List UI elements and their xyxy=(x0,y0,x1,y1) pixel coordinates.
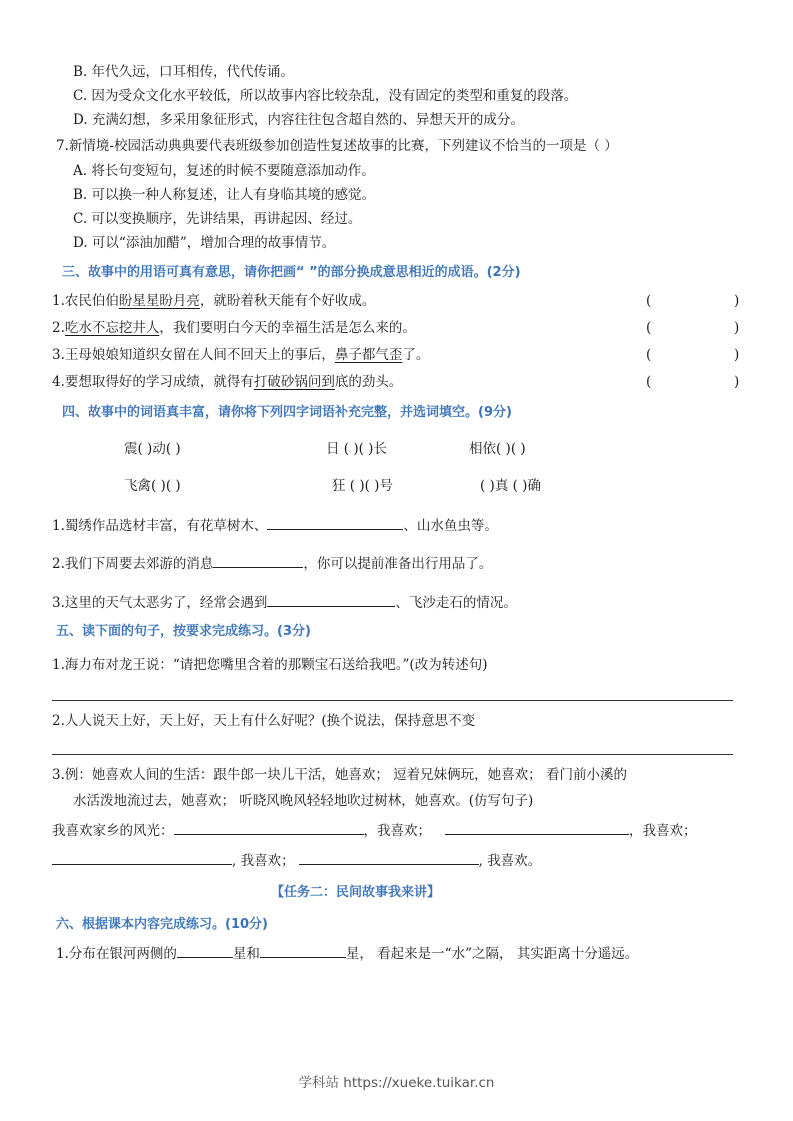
answer-paren-open: ( xyxy=(646,347,652,363)
item-prefix: 3.王母娘娘知道织女留在人间不回天上的事后， xyxy=(52,347,335,363)
answer-line[interactable] xyxy=(52,700,733,701)
answer-paren-close: ) xyxy=(734,320,740,336)
answer-paren-open: ( xyxy=(646,293,652,309)
section5-q3-imitation-2 xyxy=(52,850,541,870)
section3-item-3 xyxy=(52,346,429,364)
sentence-text: 、飞沙走石的情况。 xyxy=(395,595,517,611)
underlined-phrase: 盼星星盼月亮 xyxy=(118,293,200,309)
fill-blank[interactable] xyxy=(52,850,232,865)
item-suffix: ，我们要明白今天的幸福生活是怎么来的。 xyxy=(159,320,416,336)
answer-paren-open: ( xyxy=(646,374,652,390)
q7-option-d: D. 可以“添油加醋”，增加合理的故事情节。 xyxy=(73,235,336,251)
fill-blank[interactable] xyxy=(267,592,395,607)
sentence-text: 、山水鱼虫等。 xyxy=(403,518,498,534)
answer-paren-close: ) xyxy=(734,293,740,309)
section5-q1: 1.海力布对龙王说：“请把您嘴里含着的那颗宝石送给我吧。”(改为转述句) xyxy=(52,657,488,673)
item-suffix: ，就盼着秋天能有个好收成。 xyxy=(199,293,376,309)
q7-option-b: B. 可以换一种人称复述，让人有身临其境的感觉。 xyxy=(73,187,376,203)
q6-option-c: C. 因为受众文化水平较低，所以故事内容比较杂乱，没有固定的类型和重复的段落。 xyxy=(73,88,578,104)
item-suffix: 了。 xyxy=(402,347,430,363)
section4-sentence-2 xyxy=(52,553,492,573)
section4-sentence-1 xyxy=(52,515,498,535)
item-suffix: 底的劲头。 xyxy=(334,374,403,390)
idiom-blank-6: ( )真 ( )确 xyxy=(480,478,541,494)
sentence-text: ，我喜欢； xyxy=(629,823,697,839)
answer-paren-open: ( xyxy=(646,320,652,336)
q6-option-d: D. 充满幻想，多采用象征形式，内容往往包含超自然的、异想天开的成分。 xyxy=(73,112,524,128)
idiom-blank-2: 日 ( )( )长 xyxy=(326,441,387,457)
q7-option-c: C. 可以变换顺序，先讲结果，再讲起因、经过。 xyxy=(73,211,362,227)
section3-item-1 xyxy=(52,292,375,310)
sentence-text: , 我喜欢； xyxy=(232,853,295,869)
underlined-phrase: 鼻子都气歪 xyxy=(334,347,403,363)
section4-sentence-3 xyxy=(52,592,517,612)
idiom-blank-5: 狂 ( )( )号 xyxy=(332,478,393,494)
section5-q2: 2.人人说天上好，天上好，天上有什么好呢？(换个说法，保持意思不变 xyxy=(52,713,476,729)
item-prefix: 4.要想取得好的学习成绩，就得有 xyxy=(52,374,254,390)
underlined-phrase: 打破砂锅问到 xyxy=(253,374,335,390)
section5-q3-imitation-1 xyxy=(52,820,697,840)
fill-blank[interactable] xyxy=(213,553,303,568)
sentence-text: ，你可以提前准备出行用品了。 xyxy=(303,556,493,572)
fill-blank[interactable] xyxy=(445,820,629,835)
task2-title: 【任务二：民间故事我来讲】 xyxy=(271,885,441,900)
underlined-phrase: 吃水不忘挖井人 xyxy=(64,320,160,336)
footer-watermark: 学科站 https://xueke.tuikar.cn xyxy=(298,1075,495,1091)
section3-heading: 三、故事中的用语可真有意思，请你把画“ ”的部分换成意思相近的成语。(2分) xyxy=(62,265,521,280)
sentence-text: 我喜欢家乡的风光： xyxy=(52,823,174,839)
fill-blank[interactable] xyxy=(177,943,233,958)
sentence-text: 1.蜀绣作品选材丰富，有花草树木、 xyxy=(52,518,268,534)
section4-heading: 四、故事中的词语真丰富，请你将下列四字词语补充完整，并选词填空。(9分) xyxy=(62,405,512,420)
section6-q1 xyxy=(56,943,638,963)
q7-stem: 7.新情境-校园活动典典要代表班级参加创造性复述故事的比赛，下列建议不恰当的一项是（ ） xyxy=(56,138,618,154)
section5-heading: 五、读下面的句子，按要求完成练习。(3分) xyxy=(56,624,311,639)
sentence-text: 3.这里的天气太恶劣了，经常会遇到 xyxy=(52,595,268,611)
item-prefix: 2. xyxy=(52,320,65,336)
fill-blank[interactable] xyxy=(267,515,403,530)
idiom-blank-1: 震( )动( ) xyxy=(124,441,181,457)
sentence-text: , 我喜欢。 xyxy=(478,853,542,869)
answer-paren-close: ) xyxy=(734,347,740,363)
section5-q3-example-2: 水活泼地流过去，她喜欢； 听晓风晚风轻轻地吹过树林，她喜欢。(仿写句子) xyxy=(73,793,534,809)
answer-paren-close: ) xyxy=(734,374,740,390)
q6-option-b: B. 年代久远，口耳相传，代代传诵。 xyxy=(73,64,295,80)
answer-line[interactable] xyxy=(52,754,733,755)
section3-item-4 xyxy=(52,373,402,391)
section5-q3-example-1: 3.例：她喜欢人间的生活：跟牛郎一块儿干活，她喜欢； 逗着兄妹俩玩，她喜欢； 看门前小溪的 xyxy=(52,767,627,783)
sentence-text: ，我喜欢； xyxy=(363,823,431,839)
sentence-text: 星和 xyxy=(232,946,260,962)
fill-blank[interactable] xyxy=(174,820,364,835)
sentence-text: 星， 看起来是一“水”之隔， 其实距离十分遥远。 xyxy=(345,946,639,962)
sentence-text: 2.我们下周要去郊游的消息 xyxy=(52,556,214,572)
idiom-blank-4: 飞禽( )( ) xyxy=(124,478,181,494)
fill-blank[interactable] xyxy=(260,943,346,958)
sentence-text: 1.分布在银河两侧的 xyxy=(56,946,177,962)
item-prefix: 1.农民伯伯 xyxy=(52,293,119,309)
section6-heading: 六、根据课本内容完成练习。(10分) xyxy=(56,917,268,932)
fill-blank[interactable] xyxy=(299,850,479,865)
idiom-blank-3: 相依( )( ) xyxy=(469,441,526,457)
section3-item-2 xyxy=(52,319,416,337)
q7-option-a: A. 将长句变短句，复述的时候不要随意添加动作。 xyxy=(73,163,375,179)
